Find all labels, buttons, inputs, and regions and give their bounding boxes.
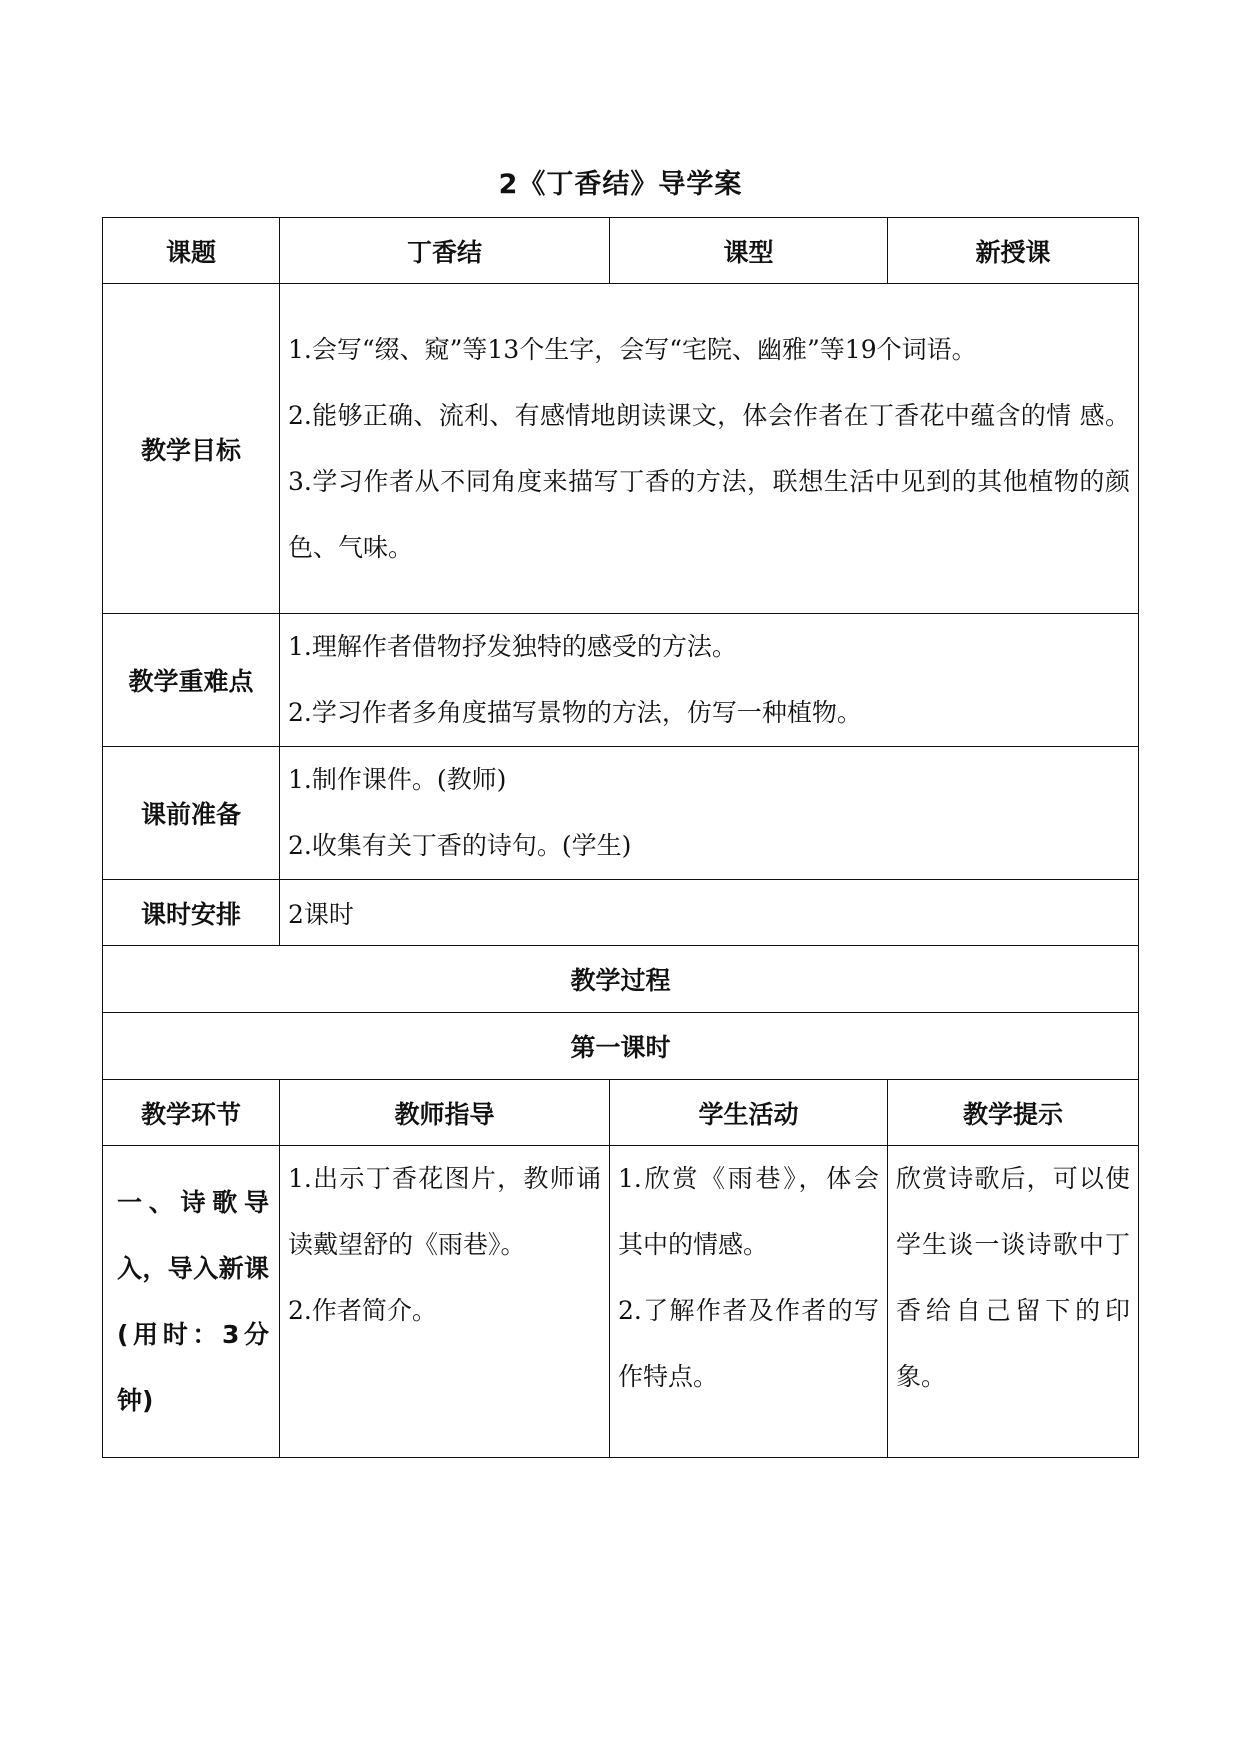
column-header: 学生活动 <box>610 1080 888 1146</box>
prep-content <box>280 747 1139 880</box>
student-cell <box>610 1146 888 1458</box>
schedule-label: 课时安排 <box>103 880 280 946</box>
document-title: 2《丁香结》导学案 <box>498 169 743 200</box>
type-value: 新授课 <box>888 218 1139 284</box>
prep-item: 1.制作课件。(教师) <box>288 765 507 794</box>
key-points-label: 教学重难点 <box>103 614 280 747</box>
process-row <box>103 1146 1139 1458</box>
key-point-item: 1.理解作者借物抒发独特的感受的方法。 <box>288 632 737 661</box>
prep-row <box>103 747 1139 880</box>
student-item: 2.了解作者及作者的写作特点。 <box>618 1296 879 1391</box>
column-header: 教师指导 <box>280 1080 610 1146</box>
prep-label: 课前准备 <box>103 747 280 880</box>
schedule-row <box>103 880 1139 946</box>
objectives-content <box>280 284 1139 614</box>
type-label: 课型 <box>610 218 888 284</box>
process-title-row <box>103 946 1139 1013</box>
schedule-value: 2课时 <box>280 880 1139 946</box>
objective-item: 1.会写“缀、窥”等13个生字，会写“宅院、幽雅”等19个词语。 <box>288 334 977 364</box>
key-point-item: 2.学习作者多角度描写景物的方法，仿写一种植物。 <box>288 698 862 727</box>
process-section-title: 教学过程 <box>103 946 1139 1013</box>
objectives-row <box>103 284 1139 614</box>
teacher-cell <box>280 1146 610 1458</box>
teacher-item: 1.出示丁香花图片，教师诵读戴望舒的《雨巷》。 <box>288 1164 601 1259</box>
objective-item: 2.能够正确、流利、有感情地朗读课文，体会作者在丁香花中蕴含的情 感。3.学习作者从不同角度来描写丁香的方法，联想生活中见到的其他植物的颜色、气味。 <box>288 400 1130 562</box>
column-header: 教学环节 <box>103 1080 280 1146</box>
lesson-plan-table <box>102 217 1139 1458</box>
topic-label: 课题 <box>103 218 280 284</box>
lesson-title: 第一课时 <box>103 1013 1139 1080</box>
tip-item: 欣赏诗歌后，可以使学生谈一谈诗歌中丁香给自己留下的印象。 <box>896 1164 1130 1391</box>
key-points-row <box>103 614 1139 747</box>
tips-cell <box>888 1146 1139 1458</box>
topic-value: 丁香结 <box>280 218 610 284</box>
lesson-title-row <box>103 1013 1139 1080</box>
process-columns-row <box>103 1080 1139 1146</box>
header-row <box>103 218 1139 284</box>
key-points-content <box>280 614 1139 747</box>
prep-item: 2.收集有关丁香的诗句。(学生) <box>288 831 632 860</box>
objectives-label: 教学目标 <box>103 284 280 614</box>
student-item: 1.欣赏《雨巷》，体会其中的情感。 <box>618 1164 879 1259</box>
column-header: 教学提示 <box>888 1080 1139 1146</box>
teacher-item: 2.作者简介。 <box>288 1296 437 1325</box>
stage-cell: 一、诗歌导入，导入新课(用时：3分钟) <box>103 1146 280 1458</box>
